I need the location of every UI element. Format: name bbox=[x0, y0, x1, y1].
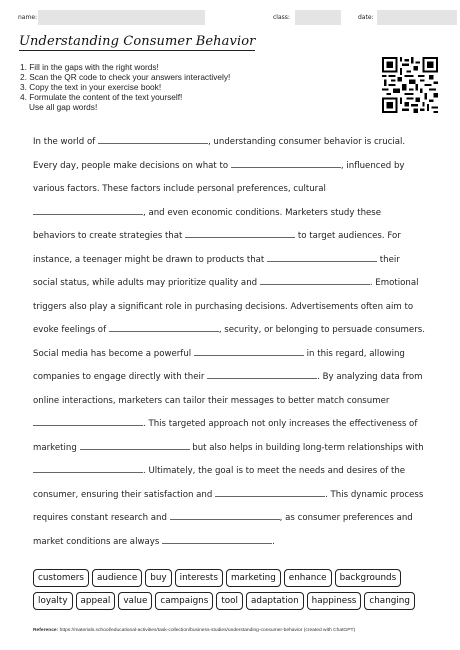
text-segment: In the world of bbox=[33, 137, 96, 147]
worksheet-title: Understanding Consumer Behavior bbox=[19, 34, 256, 49]
name-label: name: bbox=[18, 14, 38, 21]
gap-field[interactable] bbox=[170, 510, 280, 520]
text-segment: . bbox=[272, 536, 275, 547]
word-chip[interactable]: buy bbox=[145, 569, 171, 587]
word-chip[interactable]: loyalty bbox=[33, 592, 73, 610]
text-segment: , influenced by various factors. These factors include personal preferences, cultural bbox=[33, 160, 405, 194]
text-segment: , security, or belonging to persuade consumers. Social media has become a powerful bbox=[33, 325, 425, 359]
class-label: class: bbox=[273, 14, 290, 21]
date-label: date: bbox=[358, 14, 374, 21]
gap-field[interactable] bbox=[215, 487, 325, 497]
word-chip[interactable]: appeal bbox=[76, 592, 116, 610]
word-chip[interactable]: happiness bbox=[307, 592, 362, 610]
qr-code-icon[interactable] bbox=[382, 57, 438, 113]
word-chip[interactable]: enhance bbox=[284, 569, 332, 587]
name-field[interactable] bbox=[38, 10, 205, 25]
reference-line bbox=[33, 628, 443, 633]
word-chip[interactable]: interests bbox=[175, 569, 223, 587]
gap-field[interactable] bbox=[162, 534, 272, 544]
gap-text-paragraph bbox=[33, 131, 425, 554]
word-chip[interactable]: audience bbox=[92, 569, 142, 587]
date-field[interactable] bbox=[377, 10, 457, 25]
gap-field[interactable] bbox=[109, 322, 219, 332]
reference-label: Reference: bbox=[33, 628, 59, 633]
reference-link[interactable]: https://materials.school/educational-activities/task-collection/business-studies/understanding-consumer-behavior (created with ChatGPT) bbox=[59, 628, 356, 633]
word-chip[interactable]: marketing bbox=[226, 569, 281, 587]
word-chip[interactable]: adaptation bbox=[246, 592, 304, 610]
text-segment: to target audiences. For instance, a teenager might be drawn to products that bbox=[33, 231, 401, 265]
gap-field[interactable] bbox=[185, 228, 295, 238]
instruction-item: 2. Scan the QR code to check your answers interactively! bbox=[20, 72, 231, 82]
instruction-item: 1. Fill in the gaps with the right words! bbox=[20, 62, 159, 72]
gap-field[interactable] bbox=[33, 416, 143, 426]
text-segment: , understanding consumer behavior is crucial. Every day, people make decisions on what to bbox=[33, 137, 406, 171]
gap-field[interactable] bbox=[33, 463, 143, 473]
text-segment: . This targeted approach not only increases the effectiveness of marketing bbox=[33, 419, 418, 453]
gap-field[interactable] bbox=[231, 158, 341, 168]
text-segment: , as consumer preferences and market conditions are always bbox=[33, 513, 413, 547]
word-chip[interactable]: value bbox=[118, 592, 152, 610]
text-segment: . Ultimately, the goal is to meet the needs and desires of the consumer, ensuring their satisfaction and bbox=[33, 466, 406, 500]
word-chip[interactable]: backgrounds bbox=[335, 569, 402, 587]
class-field[interactable] bbox=[295, 10, 341, 25]
gap-field[interactable] bbox=[260, 275, 370, 285]
gap-field[interactable] bbox=[80, 440, 190, 450]
word-chip[interactable]: tool bbox=[216, 592, 243, 610]
text-segment: but also helps in building long-term relationships with bbox=[192, 442, 424, 453]
text-segment: their social status, while adults may prioritize quality and bbox=[33, 254, 400, 288]
text-segment: . Emotional triggers also play a significant role in purchasing decisions. Advertisements often aim to evoke feelings of bbox=[33, 278, 419, 335]
instruction-item: 4. Formulate the content of the text yourself! bbox=[20, 92, 183, 102]
worksheet-header bbox=[18, 10, 442, 26]
text-segment: . This dynamic process requires constant research and bbox=[33, 489, 424, 523]
text-segment: in this regard, allowing companies to engage directly with their bbox=[33, 348, 405, 382]
gap-field[interactable] bbox=[98, 134, 208, 144]
word-chip[interactable]: changing bbox=[364, 592, 415, 610]
text-segment: , and even economic conditions. Marketers study these behaviors to create strategies that bbox=[33, 207, 382, 241]
gap-field[interactable] bbox=[267, 252, 377, 262]
gap-field[interactable] bbox=[207, 369, 317, 379]
text-segment: . By analyzing data from online interactions, marketers can tailor their messages to better match consumer bbox=[33, 372, 423, 406]
gap-field[interactable] bbox=[194, 346, 304, 356]
word-chip[interactable]: customers bbox=[33, 569, 89, 587]
gap-field[interactable] bbox=[33, 205, 143, 215]
word-bank bbox=[33, 569, 433, 610]
instructions-list bbox=[20, 62, 350, 112]
instruction-item: Use all gap words! bbox=[29, 102, 98, 112]
word-chip[interactable]: campaigns bbox=[155, 592, 213, 610]
instruction-item: 3. Copy the text in your exercise book! bbox=[20, 82, 162, 92]
